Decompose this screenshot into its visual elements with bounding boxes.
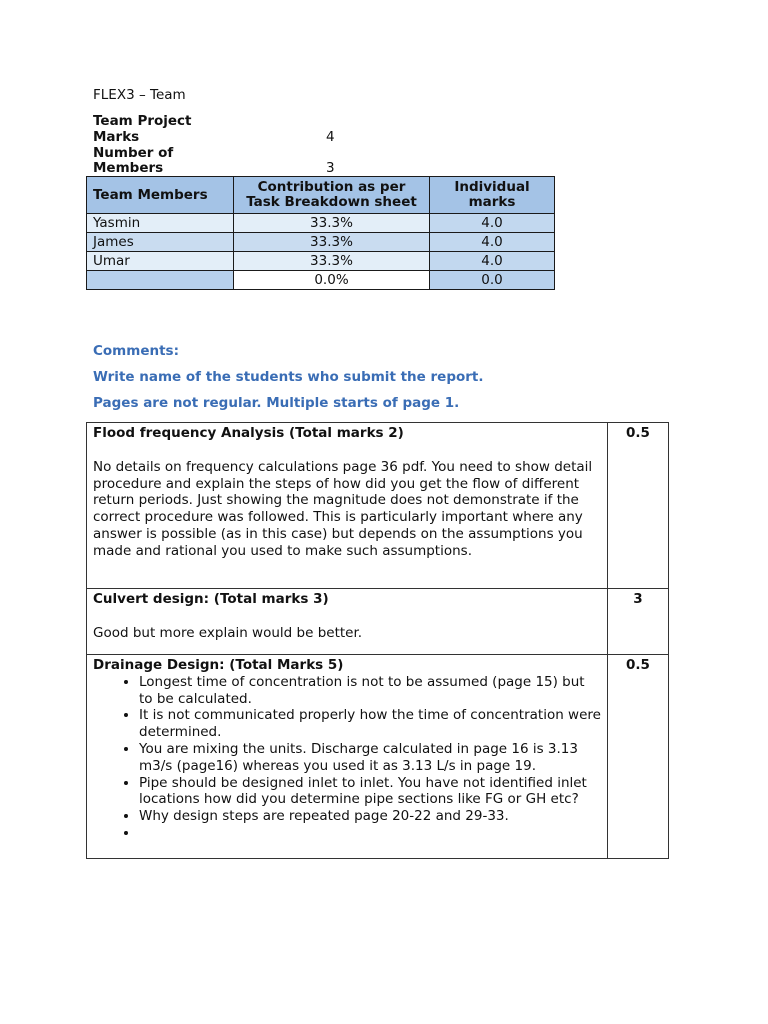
members-count-label-line2: Members xyxy=(93,160,164,176)
member-name: James xyxy=(87,233,234,252)
section-mark: 0.5 xyxy=(608,423,669,589)
members-count-value: 3 xyxy=(326,160,335,176)
member-contribution: 33.3% xyxy=(234,214,430,233)
member-name: Umar xyxy=(87,252,234,271)
feedback-row-flood xyxy=(87,423,669,589)
member-contribution: 33.3% xyxy=(234,233,430,252)
list-item: • You are mixing the units. Discharge calculated in page 16 is 3.13 m3/s (page16) whereas you used it as 3.13 L/s in page 19. xyxy=(139,741,601,775)
members-table xyxy=(86,176,555,290)
list-item: • Pipe should be designed inlet to inlet. You have not identified inlet locations how did you determine pipe sections like FG or GH etc? xyxy=(139,775,601,809)
members-count-label-line1: Number of xyxy=(93,145,174,161)
member-marks: 0.0 xyxy=(430,271,555,290)
comment-line-2: Pages are not regular. Multiple starts of page 1. xyxy=(93,395,460,411)
feedback-description xyxy=(87,655,608,859)
feedback-row-culvert xyxy=(87,589,669,655)
table-row xyxy=(87,233,555,252)
member-marks: 4.0 xyxy=(430,233,555,252)
section-title: Drainage Design: (Total Marks 5) xyxy=(93,657,344,673)
list-item: • Longest time of concentration is not to be assumed (page 15) but to be calculated. xyxy=(139,674,601,708)
comment-line-1: Write name of the students who submit the report. xyxy=(93,369,484,385)
member-name xyxy=(87,271,234,290)
list-item-empty xyxy=(139,825,601,842)
header-contribution: Contribution as per Task Breakdown sheet xyxy=(234,177,430,214)
feedback-description xyxy=(87,423,608,589)
member-name: Yasmin xyxy=(87,214,234,233)
document-title: FLEX3 – Team xyxy=(93,87,186,103)
section-mark: 0.5 xyxy=(608,655,669,859)
member-contribution: 33.3% xyxy=(234,252,430,271)
member-contribution: 0.0% xyxy=(234,271,430,290)
section-mark: 3 xyxy=(608,589,669,655)
header-team-members: Team Members xyxy=(87,177,234,214)
section-text: No details on frequency calculations page 36 pdf. You need to show detail procedure and explain the steps of how did you get the flow of different return periods. Just showing the magnitude does not demonstrate if the correct procedure was followed. This is particularly important where any answer is possible (as in this case) but depends on the assumptions you made and rational you used to make such assumptions. xyxy=(93,458,593,559)
feedback-table xyxy=(86,422,669,859)
list-item: • Why design steps are repeated page 20-22 and 29-33. xyxy=(139,808,601,825)
members-table-header xyxy=(87,177,555,214)
table-row xyxy=(87,214,555,233)
project-marks-value: 4 xyxy=(326,129,335,145)
bullet-list xyxy=(93,674,601,842)
comments-heading: Comments: xyxy=(93,343,179,359)
project-marks-label-line2: Marks xyxy=(93,129,140,145)
header-individual-marks: Individual marks xyxy=(430,177,555,214)
section-text: Good but more explain would be better. xyxy=(93,624,363,641)
section-title: Flood frequency Analysis (Total marks 2) xyxy=(93,425,404,441)
list-item: • It is not communicated properly how the time of concentration were determined. xyxy=(139,707,601,741)
feedback-description xyxy=(87,589,608,655)
section-title: Culvert design: (Total marks 3) xyxy=(93,591,329,607)
project-marks-label-line1: Team Project xyxy=(93,113,192,129)
table-row xyxy=(87,271,555,290)
feedback-row-drainage xyxy=(87,655,669,859)
table-row xyxy=(87,252,555,271)
member-marks: 4.0 xyxy=(430,214,555,233)
member-marks: 4.0 xyxy=(430,252,555,271)
